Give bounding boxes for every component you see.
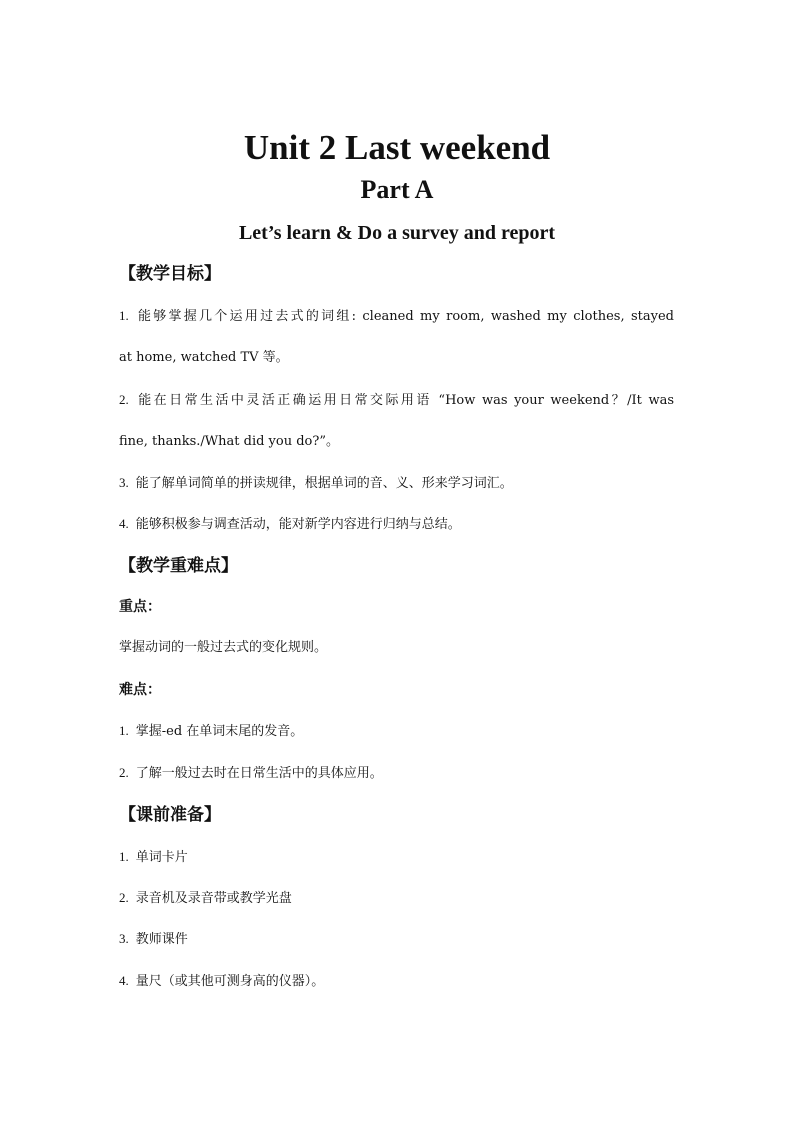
objective-number: 4. — [119, 516, 129, 531]
part-title: Part A — [360, 175, 434, 204]
objectives-heading: 【教学目标】 — [119, 264, 221, 284]
objective-item-2-cont — [119, 432, 339, 452]
lesson-title: Let’s learn & Do a survey and report — [238, 222, 556, 244]
objective-number: 1. — [119, 308, 129, 323]
objective-text: 能够掌握几个运用过去式的词组: cleaned my room, washed my clothes, stayed — [135, 309, 674, 324]
preparation-number: 3. — [119, 931, 129, 946]
objective-item-1 — [119, 306, 674, 327]
preparation-text: 单词卡片 — [135, 850, 188, 865]
preparation-heading: 【课前准备】 — [119, 805, 221, 825]
difficulty-text: 了解一般过去时在日常生活中的具体应用。 — [135, 766, 383, 781]
preparation-number: 1. — [119, 849, 129, 864]
preparation-item-1 — [119, 847, 188, 868]
objective-item-2 — [119, 390, 674, 411]
preparation-number: 4. — [119, 973, 129, 988]
difficulty-number: 2. — [119, 765, 129, 780]
objective-item-1-cont — [119, 348, 289, 368]
preparation-item-4 — [119, 971, 324, 992]
objective-text: 能够积极参与调查活动，能对新学内容进行归纳与总结。 — [135, 517, 461, 532]
objective-number: 2. — [119, 392, 129, 407]
focus-text: 掌握动词的一般过去式的变化规则。 — [119, 640, 328, 655]
difficulty-item-2 — [119, 763, 383, 784]
unit-title: Unit 2 Last weekend — [243, 128, 551, 167]
objective-number: 3. — [119, 475, 129, 490]
objective-text: fine, thanks./What did you do?”。 — [119, 434, 339, 449]
difficulty-text: 掌握-ed 在单词末尾的发音。 — [135, 724, 304, 739]
preparation-item-2 — [119, 888, 292, 909]
objective-item-3 — [119, 473, 513, 494]
preparation-item-3 — [119, 929, 188, 950]
difficulty-label: 难点： — [119, 682, 161, 698]
focus-label: 重点： — [119, 599, 161, 615]
difficulty-number: 1. — [119, 723, 129, 738]
preparation-text: 录音机及录音带或教学光盘 — [135, 891, 292, 906]
preparation-text: 量尺（或其他可测身高的仪器）。 — [135, 974, 325, 989]
objective-item-4 — [119, 514, 461, 535]
preparation-number: 2. — [119, 890, 129, 905]
objective-text: at home, watched TV 等。 — [119, 350, 289, 365]
objective-text: 能了解单词简单的拼读规律，根据单词的音、义、形来学习词汇。 — [135, 476, 513, 491]
objective-text: 能在日常生活中灵活正确运用日常交际用语 “How was your weekend？/It was — [135, 393, 674, 408]
difficulty-item-1 — [119, 721, 303, 742]
key-points-heading: 【教学重难点】 — [119, 556, 238, 576]
preparation-text: 教师课件 — [135, 932, 188, 947]
